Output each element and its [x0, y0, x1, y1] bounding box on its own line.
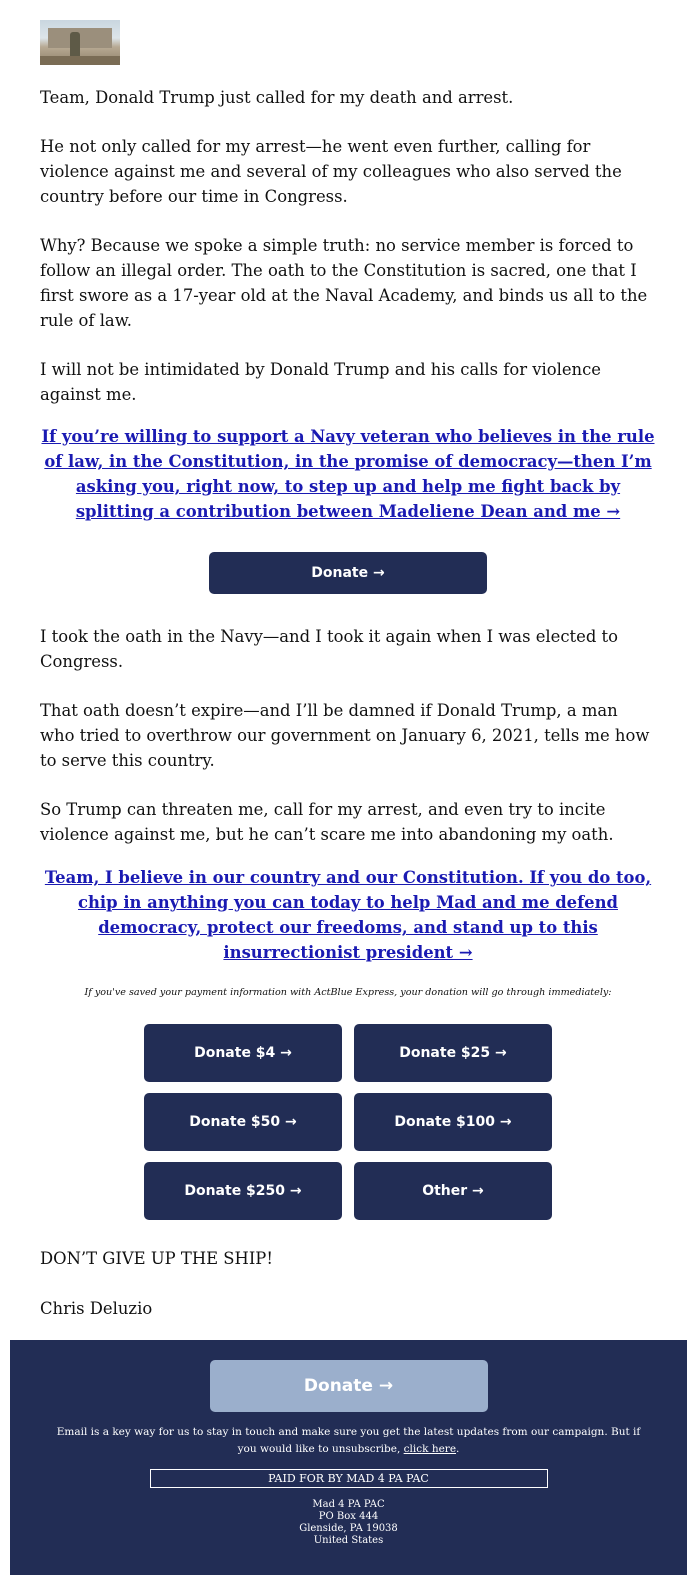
donate-50-button[interactable]: Donate $50 → — [144, 1093, 342, 1151]
donate-100-button[interactable]: Donate $100 → — [354, 1093, 552, 1151]
paid-for-disclaimer: PAID FOR BY MAD 4 PA PAC — [150, 1469, 548, 1488]
actblue-express-note: If you've saved your payment information with ActBlue Express, your donation will go through immediately: — [84, 987, 612, 998]
donate-4-button[interactable]: Donate $4 → — [144, 1024, 342, 1082]
donate-other-button[interactable]: Other → — [354, 1162, 552, 1220]
address-line-3: Glenside, PA 19038 — [299, 1523, 398, 1534]
paragraph-7: So Trump can threaten me, call for my arrest, and even try to incite violence against me, but he can’t scare me into abandoning my oath. — [40, 800, 614, 844]
signature: Chris Deluzio — [40, 1299, 153, 1318]
donate-25-button[interactable]: Donate $25 → — [354, 1024, 552, 1082]
paragraph-3: Why? Because we spoke a simple truth: no service member is forced to follow an illegal order. The oath to the Constitution is sacred, one that I first swore as a 17-year old at the Naval Academy, and binds us all to the rule of law. — [40, 236, 648, 330]
paragraph-6: That oath doesn’t expire—and I’ll be damned if Donald Trump, a man who tried to overthrow our government on January 6, 2021, tells me how to serve this country. — [40, 701, 650, 770]
cta-link-split-contribution[interactable]: If you’re willing to support a Navy veteran who believes in the rule of law, in the Constitution, in the promise of democracy—then I’m asking you, right now, to step up and help me fight back by splitting a contribution between Madeliene Dean and me → — [41, 427, 655, 521]
donate-250-button[interactable]: Donate $250 → — [144, 1162, 342, 1220]
unsubscribe-link[interactable]: click here — [403, 1443, 457, 1455]
address-line-2: PO Box 444 — [318, 1511, 379, 1522]
footer — [10, 1340, 687, 1575]
donate-button[interactable]: Donate → — [209, 552, 487, 594]
unsubscribe-note — [49, 1424, 649, 1458]
email-body — [40, 20, 656, 1321]
closing-line: DON’T GIVE UP THE SHIP! — [40, 1249, 273, 1268]
paragraph-4: I will not be intimidated by Donald Trump and his calls for violence against me. — [40, 360, 601, 404]
header-photo — [40, 20, 120, 65]
unsubscribe-text: Email is a key way for us to stay in touch and make sure you get the latest updates from our campaign. But if you would like to unsubscribe, — [56, 1426, 641, 1455]
cta-link-chip-in[interactable]: Team, I believe in our country and our Constitution. If you do too, chip in anything you can today to help Mad and me defend democracy, protect our freedoms, and stand up to this insurrectionist president → — [44, 868, 652, 962]
address-line-1: Mad 4 PA PAC — [312, 1499, 385, 1510]
footer-donate-button[interactable]: Donate → — [210, 1360, 488, 1412]
paragraph-2: He not only called for my arrest—he went even further, calling for violence against me and several of my colleagues who also served the country before our time in Congress. — [40, 137, 622, 206]
mailing-address — [10, 1499, 687, 1547]
donate-amount-grid — [144, 1024, 552, 1220]
unsubscribe-end: . — [456, 1443, 460, 1455]
paragraph-5: I took the oath in the Navy—and I took it again when I was elected to Congress. — [40, 627, 618, 671]
paragraph-1: Team, Donald Trump just called for my death and arrest. — [40, 88, 514, 107]
address-line-4: United States — [313, 1535, 384, 1546]
